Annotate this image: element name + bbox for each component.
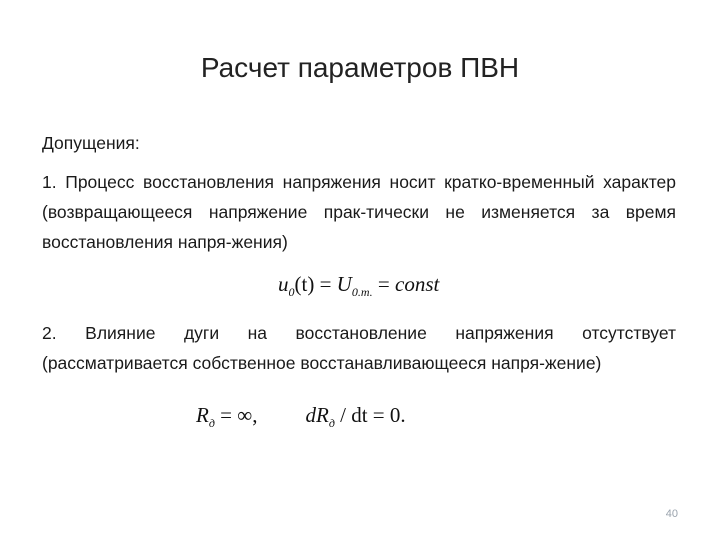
item-1-text: Процесс восстановления напряжения носит кратко-временный характер (возвращающееся напряжение прак-тически не изменяется за время восстановления напря-жения)	[42, 172, 676, 252]
item-1-number: 1.	[42, 172, 57, 192]
formula-voltage	[278, 272, 439, 300]
formula-U: U	[336, 272, 352, 296]
formula-u-sub: 0	[288, 285, 295, 300]
assumption-item-2	[42, 318, 676, 378]
slide-title: Расчет параметров ПВН	[200, 52, 520, 83]
formula-dR-sub: д	[328, 416, 335, 431]
formula-R-eq: = ∞,	[214, 403, 258, 427]
assumptions-heading: Допущения:	[42, 133, 140, 153]
item-2-text: Влияние дуги на восстановление напряжения отсутствует (рассматривается собственное восстанавливающееся напря-жение)	[42, 323, 676, 373]
formula-R: R	[196, 403, 209, 427]
formula-R-sub: д	[208, 416, 215, 431]
formula-eq2: =	[372, 272, 395, 296]
formula-t: (t)	[294, 272, 315, 296]
formula-arc-resistance	[196, 403, 406, 431]
assumption-item-1	[42, 167, 676, 257]
formula-U-sub: 0.т.	[351, 285, 373, 300]
formula-const: const	[395, 272, 440, 296]
formula-dR-rest: / dt = 0.	[334, 403, 406, 427]
page-number: 40	[665, 508, 678, 520]
formula-u: u	[278, 272, 289, 296]
formula-eq: =	[314, 272, 337, 296]
item-2-number: 2.	[42, 323, 57, 343]
formula-dR: dR	[305, 403, 329, 427]
